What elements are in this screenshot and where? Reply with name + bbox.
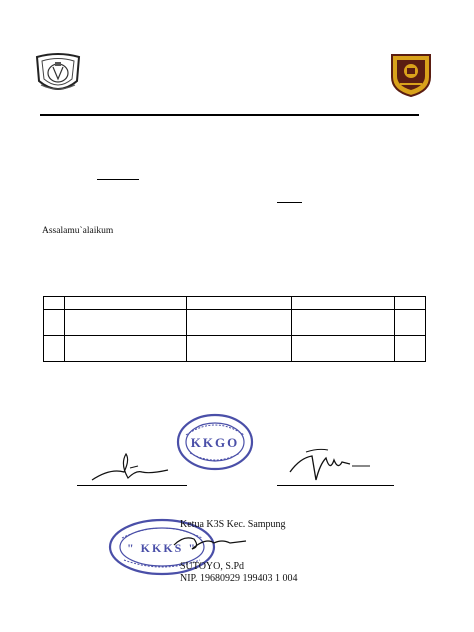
signatory-title: Ketua K3S Kec. Sampung	[180, 519, 286, 530]
kkks-stamp-text: " KKKS "	[127, 541, 197, 555]
table-cell	[395, 310, 426, 336]
signature-bottom	[170, 529, 250, 557]
table-cell	[186, 336, 291, 362]
table-row	[44, 336, 426, 362]
table-cell	[186, 297, 291, 310]
table-cell	[292, 310, 395, 336]
table-cell	[64, 297, 186, 310]
kkgo-stamp-text: KKGO	[190, 435, 240, 450]
table-row	[44, 310, 426, 336]
greeting-text: Assalamu`alaikum	[42, 226, 114, 236]
signature-left	[90, 450, 170, 484]
table-cell	[44, 297, 65, 310]
signatory-name: SUTOYO, S.Pd	[180, 561, 244, 572]
table-cell	[395, 297, 426, 310]
underline-blank	[97, 179, 139, 180]
table-cell: 1	[44, 310, 65, 336]
underline-blank	[277, 202, 302, 203]
regency-seal-icon	[33, 51, 83, 97]
signature-line	[77, 485, 187, 486]
table-cell	[292, 297, 395, 310]
school-crest-icon	[388, 51, 434, 97]
signatory-nip: NIP. 19680929 199403 1 004	[180, 573, 298, 584]
table-cell: 2	[44, 336, 65, 362]
header-divider	[40, 114, 419, 116]
table-header-row	[44, 297, 426, 310]
table-cell	[186, 310, 291, 336]
table-cell	[395, 336, 426, 362]
table-cell	[64, 336, 186, 362]
kkgo-stamp-icon	[176, 413, 254, 471]
signature-line	[277, 485, 394, 486]
data-table	[43, 296, 426, 362]
signature-right	[288, 444, 372, 484]
table-cell	[64, 310, 186, 336]
table-cell	[292, 336, 395, 362]
